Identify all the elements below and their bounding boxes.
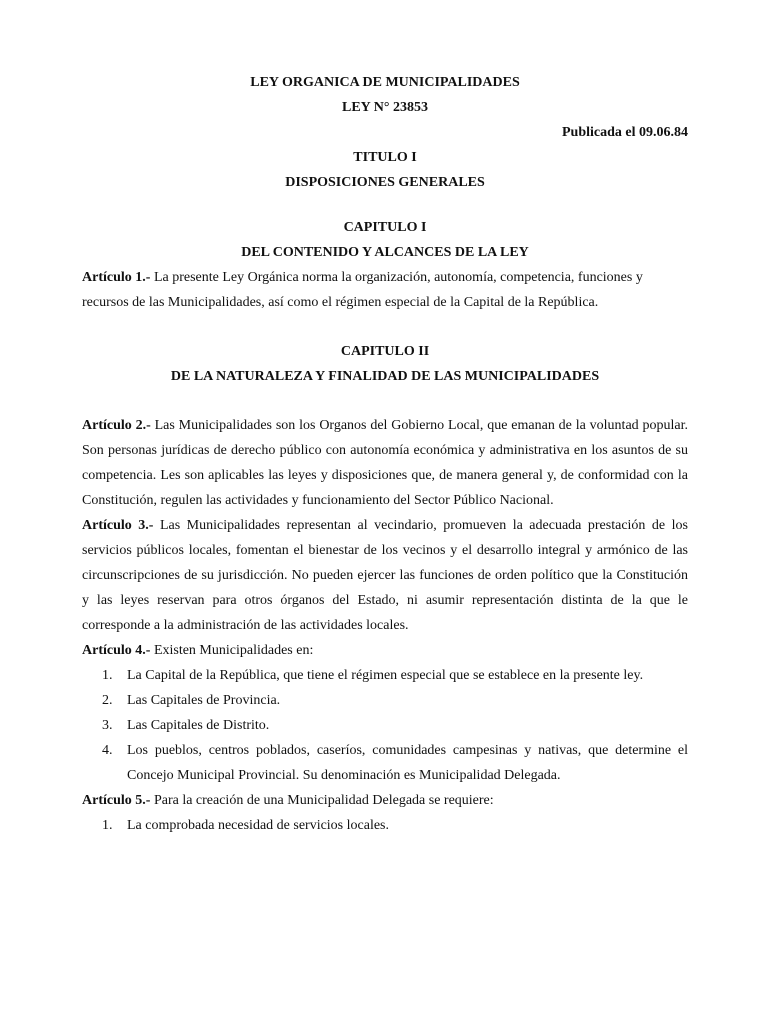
article-4-text: Existen Municipalidades en: — [150, 643, 314, 658]
publication-date: Publicada el 09.06.84 — [561, 125, 688, 140]
list-item-text: Las Capitales de Distrito. — [127, 718, 270, 733]
article-1-label: Artículo 1.- — [82, 270, 151, 285]
spacer — [82, 315, 688, 339]
capitulo-2-label: CAPITULO II — [340, 344, 430, 359]
article-2 — [82, 413, 688, 513]
list-item — [82, 688, 688, 713]
list-item-number: 2. — [102, 693, 113, 708]
titulo-name: DISPOSICIONES GENERALES — [285, 175, 485, 190]
article-5-list — [82, 813, 688, 838]
capitulo-1-name: DEL CONTENIDO Y ALCANCES DE LA LEY — [241, 245, 529, 260]
list-item — [82, 813, 688, 838]
spacer — [82, 195, 688, 215]
list-item — [82, 663, 688, 688]
article-4-label: Artículo 4.- — [82, 643, 151, 658]
list-item-number: 4. — [102, 743, 113, 758]
capitulo-2-name: DE LA NATURALEZA Y FINALIDAD DE LAS MUNICIPALIDADES — [170, 369, 600, 384]
article-1 — [82, 265, 688, 315]
list-item-text: Los pueblos, centros poblados, caseríos, comunidades campesinas y nativas, que determine el Concejo Municipal Provincial. Su denominación es Municipalidad Delegada. — [127, 743, 688, 783]
list-item-text: La comprobada necesidad de servicios locales. — [127, 818, 390, 833]
list-item — [82, 713, 688, 738]
article-1-text: La presente Ley Orgánica norma la organización, autonomía, competencia, funciones y recursos de las Municipalidades, así como el régimen especial de la Capital de la República. — [82, 270, 643, 310]
titulo-label: TITULO I — [353, 150, 417, 165]
list-item-number: 3. — [102, 718, 113, 733]
list-item-number: 1. — [102, 818, 113, 833]
article-2-text: Las Municipalidades son los Organos del Gobierno Local, que emanan de la voluntad popular. Son personas jurídicas de derecho público con autonomía económica y administrativa en los asuntos de su competencia. Les son aplicables las leyes y disposiciones que, de manera general y, de conformidad con la Constitución, regulen las actividades y funcionamiento del Sector Público Nacional. — [82, 418, 688, 508]
list-item-text: Las Capitales de Provincia. — [127, 693, 281, 708]
list-item-text: La Capital de la República, que tiene el régimen especial que se establece en la presente ley. — [127, 668, 644, 683]
article-5 — [82, 788, 688, 813]
document-page — [82, 70, 688, 838]
article-3 — [82, 513, 688, 638]
article-2-label: Artículo 2.- — [82, 418, 151, 433]
article-4-list — [82, 663, 688, 788]
law-title: LEY ORGANICA DE MUNICIPALIDADES — [250, 75, 520, 90]
article-4 — [82, 638, 688, 663]
capitulo-1-label: CAPITULO I — [343, 220, 427, 235]
article-5-text: Para la creación de una Municipalidad Delegada se requiere: — [150, 793, 494, 808]
spacer — [82, 389, 688, 413]
article-3-text: Las Municipalidades representan al vecindario, promueven la adecuada prestación de los servicios públicos locales, fomentan el bienestar de los vecinos y el desarrollo integral y armónico de las circunscripciones de su jurisdicción. No pueden ejercer las funciones de orden político que la Constitución y las leyes reservan para otros órganos del Estado, ni asumir representación distinta de la que le corresponde a la administración de las actividades locales. — [82, 518, 688, 633]
list-item-number: 1. — [102, 668, 113, 683]
article-5-label: Artículo 5.- — [82, 793, 151, 808]
article-3-label: Artículo 3.- — [82, 518, 154, 533]
law-number: LEY N° 23853 — [342, 100, 428, 115]
list-item — [82, 738, 688, 788]
